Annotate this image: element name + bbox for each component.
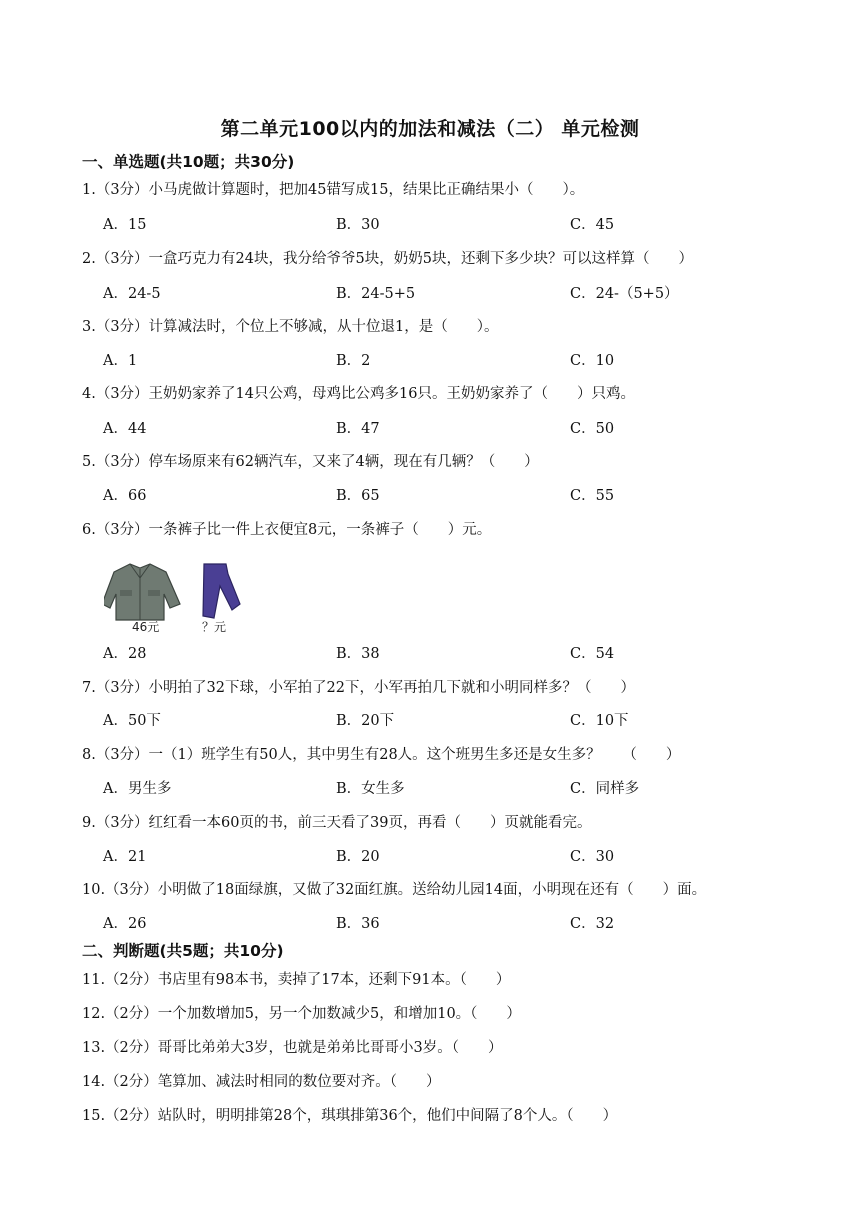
option-c: C．24-（5+5） xyxy=(570,286,679,302)
pants-price-label: ？元 xyxy=(202,620,227,634)
question-15: 15.（2分）站队时，明明排第28个，琪琪排第36个，他们中间隔了8个人。（ ） xyxy=(82,1108,618,1124)
option-b: B．2 xyxy=(336,353,371,369)
option-c: C．10下 xyxy=(570,713,629,729)
question-3: 3.（3分）计算减法时，个位上不够减，从十位退1，是（ ）。 xyxy=(82,319,499,335)
option-a: A．50下 xyxy=(103,713,161,729)
option-a: A．15 xyxy=(103,217,147,233)
clothes-picture xyxy=(104,560,254,636)
option-c: C．50 xyxy=(570,421,615,437)
question-10: 10.（3分）小明做了18面绿旗，又做了32面红旗。送给幼儿园14面，小明现在还有（ ）面。 xyxy=(82,882,707,898)
question-8: 8.（3分）一（1）班学生有50人，其中男生有28人。这个班男生多还是女生多？ （ ） xyxy=(82,747,681,763)
page-title: 第二单元100以内的加法和减法（二） 单元检测 xyxy=(220,118,640,140)
question-9: 9.（3分）红红看一本60页的书，前三天看了39页，再看（ ）页就能看完。 xyxy=(82,815,592,831)
option-a: A．24-5 xyxy=(103,286,161,302)
option-c: C．10 xyxy=(570,353,615,369)
jacket-icon xyxy=(104,564,180,620)
option-b: B．24-5+5 xyxy=(336,286,416,302)
option-c: C．32 xyxy=(570,916,615,932)
option-a: A．26 xyxy=(103,916,147,932)
option-a: A．21 xyxy=(103,849,147,865)
question-13: 13.（2分）哥哥比弟弟大3岁，也就是弟弟比哥哥小3岁。（ ） xyxy=(82,1040,503,1056)
option-a: A．66 xyxy=(103,488,147,504)
option-a: A．28 xyxy=(103,646,147,662)
question-6: 6.（3分）一条裤子比一件上衣便宜8元，一条裤子（ ）元。 xyxy=(82,522,492,538)
question-11: 11.（2分）书店里有98本书，卖掉了17本，还剩下91本。（ ） xyxy=(82,972,511,988)
option-b: B．20 xyxy=(336,849,380,865)
question-5: 5.（3分）停车场原来有62辆汽车，又来了4辆，现在有几辆？（ ） xyxy=(82,454,539,470)
option-b: B．30 xyxy=(336,217,380,233)
option-c: C．54 xyxy=(570,646,615,662)
question-4: 4.（3分）王奶奶家养了14只公鸡，母鸡比公鸡多16只。王奶奶家养了（ ）只鸡。 xyxy=(82,386,635,402)
option-a: A．1 xyxy=(103,353,138,369)
option-b: B．20下 xyxy=(336,713,395,729)
option-b: B．65 xyxy=(336,488,380,504)
option-c: C．同样多 xyxy=(570,781,640,797)
option-c: C．30 xyxy=(570,849,615,865)
option-b: B．女生多 xyxy=(336,781,405,797)
jacket-price-label: 46元 xyxy=(132,620,160,634)
option-b: B．36 xyxy=(336,916,380,932)
option-b: B．38 xyxy=(336,646,380,662)
question-12: 12.（2分）一个加数增加5，另一个加数减少5，和增加10。（ ） xyxy=(82,1006,521,1022)
section-heading-single-choice: 一、单选题(共10题；共30分) xyxy=(82,153,295,171)
pants-icon xyxy=(203,564,240,618)
option-c: C．55 xyxy=(570,488,615,504)
section-heading-true-false: 二、判断题(共5题；共10分) xyxy=(82,942,284,960)
question-1: 1.（3分）小马虎做计算题时，把加45错写成15，结果比正确结果小（ ）。 xyxy=(82,182,585,198)
question-7: 7.（3分）小明拍了32下球，小军拍了22下，小军再拍几下就和小明同样多？（ ） xyxy=(82,680,635,696)
question-14: 14.（2分）笔算加、减法时相同的数位要对齐。（ ） xyxy=(82,1074,441,1090)
option-b: B．47 xyxy=(336,421,380,437)
question-2: 2.（3分）一盒巧克力有24块，我分给爷爷5块，奶奶5块，还剩下多少块？可以这样算（ ） xyxy=(82,251,693,267)
option-a: A．男生多 xyxy=(103,781,172,797)
option-a: A．44 xyxy=(103,421,147,437)
option-c: C．45 xyxy=(570,217,615,233)
